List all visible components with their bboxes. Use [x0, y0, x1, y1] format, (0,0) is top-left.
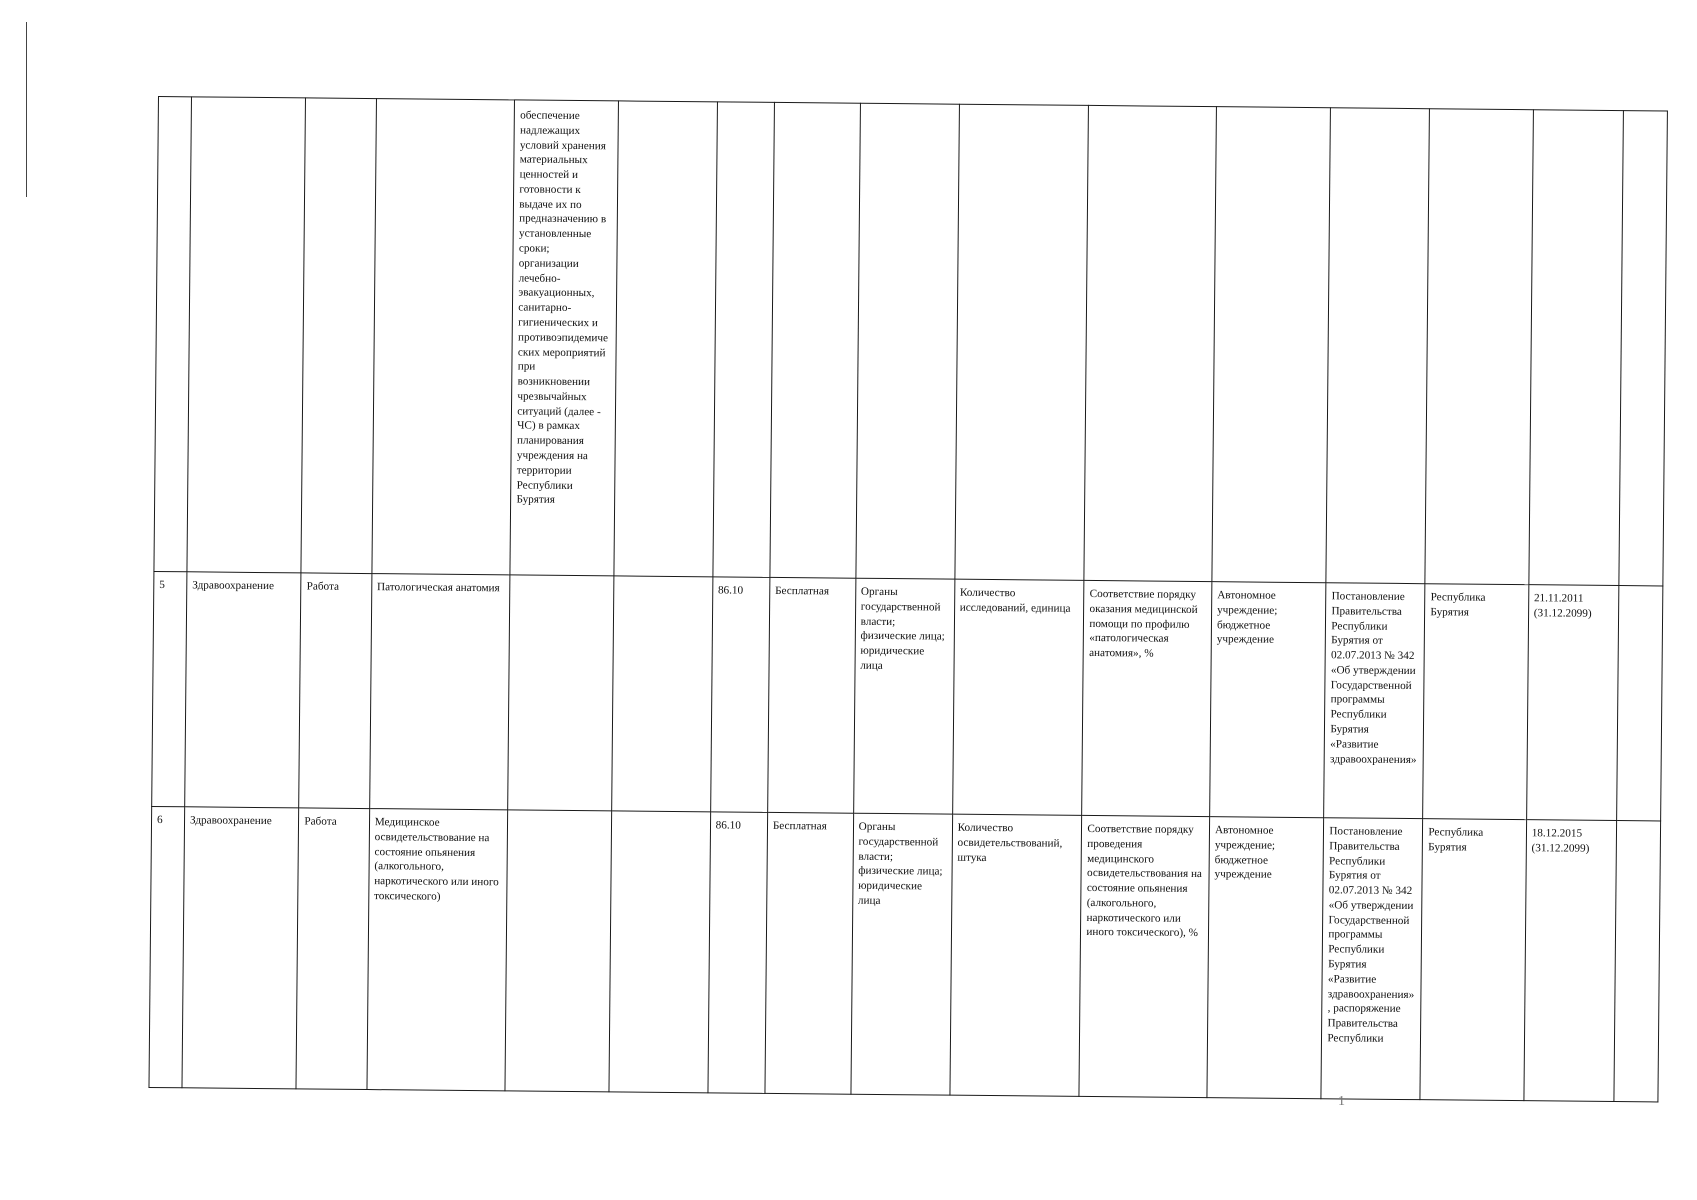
cell-quality: Соответствие порядку оказания медицинской помощи по профилю «патологическая анатомия», % — [1082, 580, 1212, 816]
cell-conditions — [614, 101, 718, 577]
cell-date: 18.12.2015 (31.12.2099) — [1524, 820, 1617, 1102]
table-row — [149, 806, 1661, 1101]
page-mark: 1 — [1338, 1094, 1345, 1109]
cell-kind: Работа — [299, 573, 372, 809]
cell-institution: Автономное учреждение; бюджетное учреждение — [1210, 582, 1327, 818]
cell-content — [505, 810, 611, 1092]
cell-num: 6 — [149, 806, 185, 1087]
cell-num — [154, 97, 192, 572]
cell-date: 21.11.2011 (31.12.2099) — [1526, 585, 1618, 821]
cell-volume — [955, 104, 1089, 580]
cell-consumers: Органы государственной власти; физические лица; юридические лица — [851, 813, 953, 1095]
cell-payment — [770, 102, 860, 578]
cell-kind — [301, 98, 376, 574]
cell-note — [1614, 821, 1661, 1102]
cell-name — [372, 99, 515, 575]
cell-institution: Автономное учреждение; бюджетное учреждение — [1207, 817, 1324, 1099]
scan-edge-line — [26, 22, 27, 197]
cell-legal-act — [1326, 108, 1430, 584]
cell-volume: Количество освидетельствований, штука — [950, 814, 1082, 1096]
cell-kind: Работа — [296, 808, 369, 1090]
cell-note — [1617, 586, 1663, 821]
cell-legal-act: Постановление Правительства Республики Бурятия от 02.07.2013 № 342 «Об утверждении Государственной программы Республики Бурятия «Развитие здравоохранения», распоряжение Правительства Республики — [1321, 818, 1423, 1100]
cell-name: Патологическая анатомия — [369, 574, 510, 810]
cell-content — [508, 575, 614, 811]
cell-note — [1619, 111, 1668, 586]
cell-payment: Бесплатная — [765, 812, 853, 1094]
cell-conditions — [611, 576, 712, 812]
cell-content: обеспечение надлежащих условий хранения материальных ценностей и готовности к выдаче их по предназначению в установленные сроки; организации лечебно-эвакуационных, санитарно-гигиенических и противоэпидемических мероприятий при возникновении чрезвычайных ситуаций (далее - ЧС) в рамках планирования учреждения на территории Республики Бурятия — [510, 100, 618, 576]
cell-conditions — [609, 811, 711, 1093]
cell-sphere — [187, 97, 306, 573]
table-row — [154, 97, 1667, 586]
cell-consumers: Органы государственной власти; физические лица; юридические лица — [853, 578, 954, 814]
cell-institution — [1212, 107, 1331, 583]
cell-okved — [713, 102, 775, 578]
document-sheet — [148, 96, 1667, 1102]
cell-volume: Количество исследований, единица — [952, 579, 1084, 815]
registry-table — [148, 96, 1667, 1102]
cell-quality — [1084, 105, 1216, 581]
cell-okved: 86.10 — [708, 812, 768, 1094]
cell-authority: Республика Бурятия — [1420, 819, 1526, 1101]
cell-date — [1529, 110, 1624, 586]
cell-quality: Соответствие порядку проведения медицинского освидетельствования на состояние опьянения (алкогольного, наркотического или иного токсического), % — [1079, 815, 1209, 1097]
cell-num: 5 — [152, 571, 187, 806]
table-row — [152, 571, 1663, 820]
cell-name: Медицинское освидетельствование на состояние опьянения (алкогольного, наркотического или иного токсического) — [367, 809, 508, 1091]
cell-payment: Бесплатная — [768, 577, 856, 813]
cell-authority — [1425, 109, 1533, 585]
cell-consumers — [856, 103, 960, 579]
cell-sphere: Здравоохранение — [185, 572, 302, 808]
cell-legal-act: Постановление Правительства Республики Бурятия от 02.07.2013 № 342 «Об утверждении Государственной программы Республики Бурятия «Развитие здравоохранения» — [1324, 583, 1425, 819]
cell-sphere: Здравоохранение — [182, 807, 299, 1089]
cell-okved: 86.10 — [710, 577, 769, 813]
cell-authority: Республика Бурятия — [1423, 584, 1529, 820]
